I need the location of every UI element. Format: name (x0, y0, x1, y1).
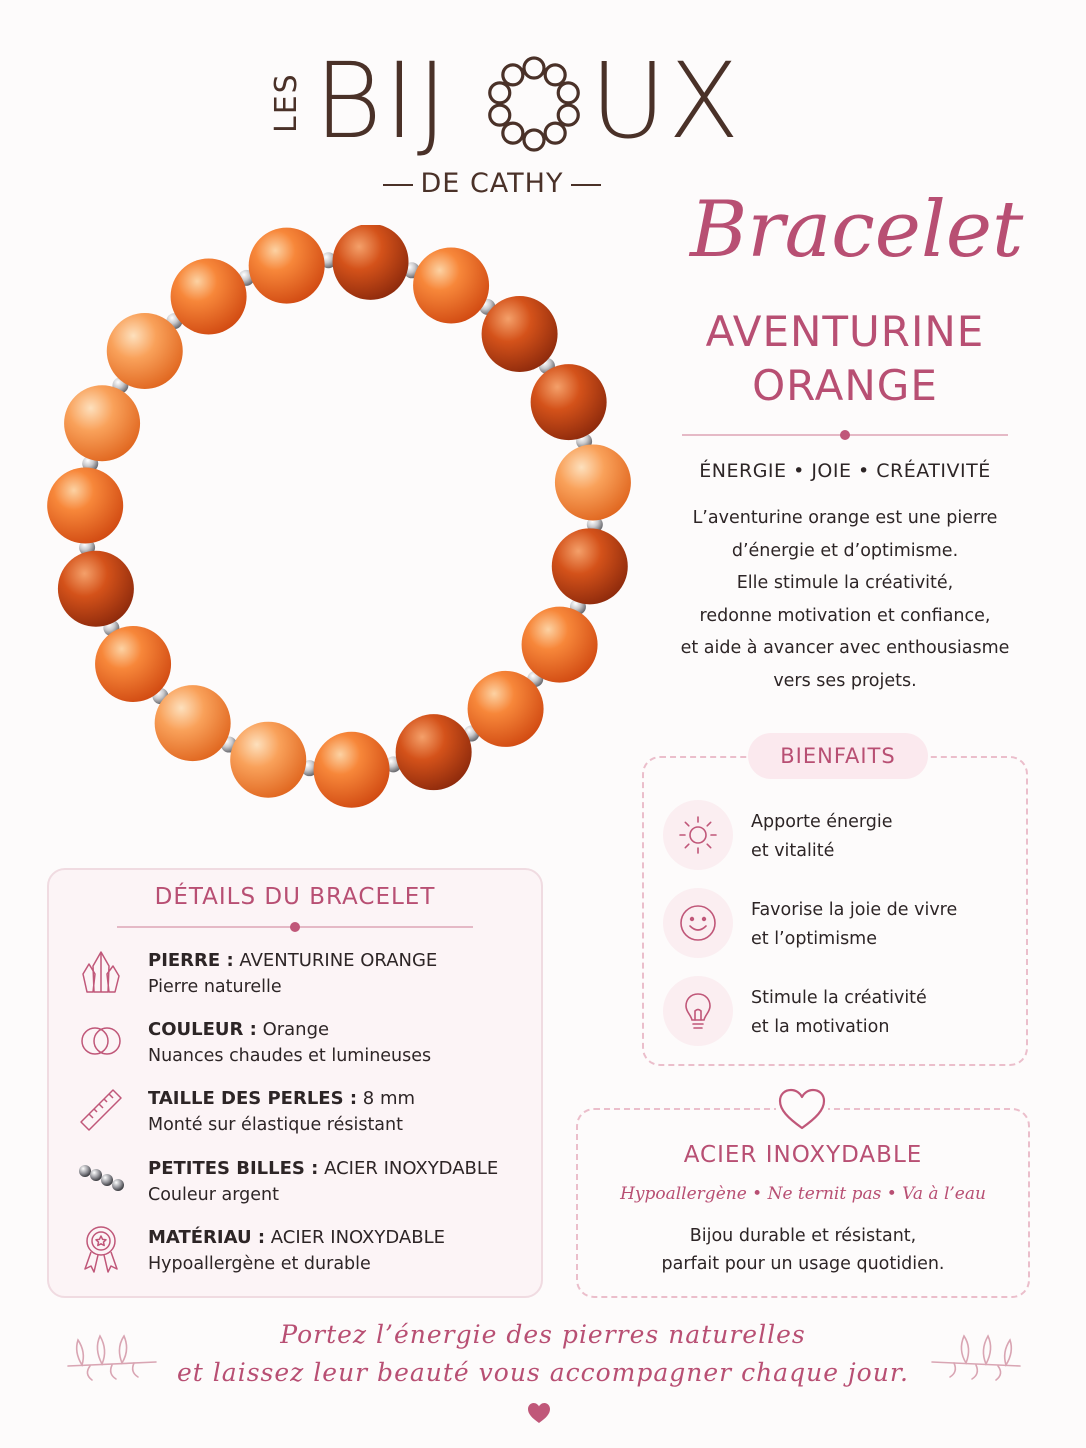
award-icon (76, 1224, 126, 1274)
logo-bead (545, 123, 565, 143)
benefit-line1: Favorise la joie de vivre (751, 900, 958, 920)
details-divider-dot (290, 922, 300, 932)
rings-icon (76, 1016, 126, 1066)
detail-sub: Monté sur élastique résistant (148, 1115, 403, 1135)
bracelet-image (30, 225, 650, 825)
detail-item (148, 947, 437, 1001)
detail-sub: Hypoallergène et durable (148, 1254, 371, 1274)
orange-aventurine-bead (249, 228, 325, 304)
orange-aventurine-bead (531, 364, 607, 440)
benefit-item (751, 984, 1011, 1042)
detail-sub: Couleur argent (148, 1185, 279, 1205)
leaf-branch-left-icon (62, 1322, 162, 1382)
heart-filled-icon (527, 1402, 551, 1424)
benefit-line1: Apporte énergie (751, 812, 893, 832)
benefit-line2: et l’optimisme (751, 929, 877, 949)
logo-bead (503, 123, 523, 143)
steel-desc-line1: Bijou durable et résistant, (689, 1226, 917, 1246)
logo-bij-text: BIJ (314, 40, 450, 162)
benefit-item (751, 896, 1011, 954)
product-description (660, 502, 1030, 697)
description-line: et aide à avancer avec enthousiasme (680, 638, 1010, 658)
footer-tagline-line2: et laissez leur beauté vous accompagner chaque jour. (177, 1358, 909, 1387)
logo-bead (490, 105, 510, 125)
lightbulb-icon (663, 976, 733, 1046)
logo-subtitle (372, 168, 612, 199)
orange-aventurine-bead (482, 296, 558, 372)
logo-bead (545, 65, 565, 85)
orange-aventurine-bead (171, 258, 247, 334)
leaf-branch-right-icon (926, 1322, 1026, 1382)
description-line: d’énergie et d’optimisme. (731, 540, 959, 561)
steel-description (576, 1222, 1030, 1278)
detail-label: COULEUR : (148, 1019, 257, 1040)
description-line: L’aventurine orange est une pierre (692, 508, 998, 528)
detail-item (148, 1155, 498, 1209)
product-name-line2: ORANGE (752, 361, 938, 410)
details-title: DÉTAILS DU BRACELET (154, 884, 436, 910)
orange-aventurine-bead (230, 722, 306, 798)
orange-aventurine-bead (58, 551, 134, 627)
steel-title: ACIER INOXYDABLE (683, 1142, 923, 1168)
logo-ux-text: UX (590, 40, 742, 162)
orange-aventurine-bead (95, 626, 171, 702)
orange-aventurine-bead (552, 528, 628, 604)
orange-aventurine-bead (314, 732, 390, 808)
orange-aventurine-bead (155, 685, 231, 761)
detail-label: PIERRE : (148, 950, 234, 971)
detail-item (148, 1085, 415, 1139)
detail-value: 8 mm (362, 1088, 416, 1109)
title-divider-dot (840, 430, 850, 440)
detail-label: PETITES BILLES : (148, 1158, 319, 1179)
detail-label: TAILLE DES PERLES : (148, 1088, 358, 1109)
detail-item (148, 1016, 431, 1070)
footer-tagline-line1: Portez l’énergie des pierres naturelles (280, 1320, 806, 1349)
logo-bead (503, 65, 523, 85)
orange-aventurine-bead (413, 247, 489, 323)
orange-aventurine-bead (468, 671, 544, 747)
benefit-item (751, 808, 1011, 866)
logo-bead (524, 130, 544, 150)
description-line: vers ses projets. (773, 670, 917, 691)
detail-sub: Pierre naturelle (148, 977, 282, 997)
heart-outline-icon (776, 1086, 828, 1132)
logo-bead (558, 105, 578, 125)
logo-bead (558, 83, 578, 103)
logo-les-text: LES (269, 72, 304, 134)
detail-sub: Nuances chaudes et lumineuses (148, 1046, 432, 1066)
product-keywords: ÉNERGIE • JOIE • CRÉATIVITÉ (699, 460, 991, 482)
sun-icon (663, 800, 733, 870)
logo-bead-ring-icon (484, 54, 584, 154)
description-line: redonne motivation et confiance, (699, 605, 991, 626)
smiley-icon (663, 888, 733, 958)
crystal-icon (76, 947, 126, 997)
benefit-line2: et la motivation (751, 1017, 890, 1037)
product-script-title: Bracelet (690, 185, 1024, 275)
benefit-line2: et vitalité (751, 841, 835, 861)
product-name (670, 305, 1020, 413)
orange-aventurine-bead (522, 607, 598, 683)
orange-aventurine-bead (107, 313, 183, 389)
orange-aventurine-bead (64, 385, 140, 461)
detail-value: ACIER INOXYDABLE (324, 1158, 499, 1179)
logo-bead (490, 83, 510, 103)
logo-bead (524, 58, 544, 78)
steel-tags: Hypoallergène • Ne ternit pas • Va à l’eau (620, 1184, 986, 1204)
detail-value: Orange (262, 1019, 330, 1040)
ruler-icon (76, 1085, 126, 1135)
detail-label: MATÉRIAU : (148, 1227, 266, 1248)
steel-desc-line2: parfait pour un usage quotidien. (661, 1254, 945, 1274)
benefits-title: BIENFAITS (748, 733, 928, 779)
detail-value: ACIER INOXYDABLE (270, 1227, 445, 1248)
logo-subtitle-text: DE CATHY (420, 168, 564, 199)
orange-aventurine-bead (47, 467, 123, 543)
detail-value: AVENTURINE ORANGE (239, 950, 438, 971)
description-line: Elle stimule la créativité, (736, 573, 954, 593)
product-name-line1: AVENTURINE (705, 307, 985, 356)
orange-aventurine-bead (333, 225, 409, 300)
benefit-line1: Stimule la créativité (751, 988, 927, 1008)
orange-aventurine-bead (555, 444, 631, 520)
detail-item (148, 1224, 445, 1278)
beads-icon (76, 1154, 126, 1204)
orange-aventurine-bead (396, 714, 472, 790)
